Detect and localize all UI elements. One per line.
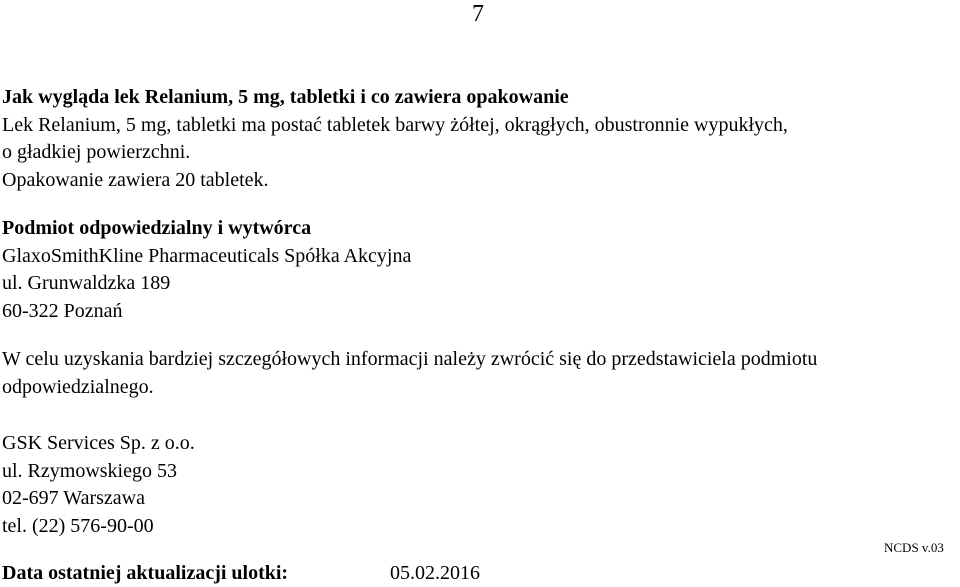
manufacturer-heading: Podmiot odpowiedzialny i wytwórca <box>2 217 312 239</box>
manufacturer-section <box>2 215 411 325</box>
last-update-row <box>2 560 480 587</box>
info-note-section <box>2 346 817 401</box>
last-update-label: Data ostatniej aktualizacji ulotki: <box>2 562 289 584</box>
info-note-line: W celu uzyskania bardziej szczegółowych informacji należy zwrócić się do przedstawiciela podmiotu <box>2 348 818 370</box>
appearance-heading: Jak wygląda lek Relanium, 5 mg, tabletki i co zawiera opakowanie <box>2 86 569 108</box>
appearance-line: Opakowanie zawiera 20 tabletek. <box>2 168 269 191</box>
representative-city: 02-697 Warszawa <box>2 487 145 509</box>
page-number: 7 <box>472 1 484 27</box>
representative-phone: tel. (22) 576-90-00 <box>2 514 154 537</box>
appearance-section <box>2 84 788 194</box>
manufacturer-name: GlaxoSmithKline Pharmaceuticals Spółka Akcyjna <box>2 244 412 267</box>
last-update-date: 05.02.2016 <box>390 562 480 584</box>
manufacturer-street: ul. Grunwaldzka 189 <box>2 272 171 294</box>
appearance-line: o gładkiej powierzchni. <box>2 141 191 163</box>
appearance-line: Lek Relanium, 5 mg, tabletki ma postać tabletek barwy żółtej, okrągłych, obustronnie wypukłych, <box>2 113 788 136</box>
info-note-line: odpowiedzialnego. <box>2 375 154 398</box>
representative-section <box>2 430 195 540</box>
manufacturer-city: 60-322 Poznań <box>2 299 123 322</box>
representative-name: GSK Services Sp. z o.o. <box>2 432 195 454</box>
representative-street: ul. Rzymowskiego 53 <box>2 459 177 482</box>
version-code: NCDS v.03 <box>884 540 944 555</box>
